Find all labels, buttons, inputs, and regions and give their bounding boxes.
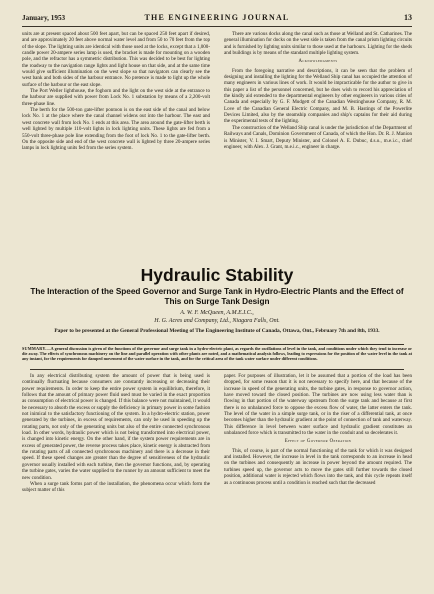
running-header <box>22 14 412 27</box>
article-summary <box>22 346 412 362</box>
header-journal-title: THE ENGINEERING JOURNAL <box>144 13 290 22</box>
paragraph: This, of course, is part of the normal functioning of the tank for which it was designed and installed. However, the increase in level in the tank corresponds to an increase in head on the turbines and consequently an increase in power beyond the amount required. The turbines speed up, the governor acts to move the gates still further towards the closed position, additional water is rejected which flows into the tank, and this cycle repeats itself as a continuous process until a condition is reached such that the decreased <box>224 447 412 486</box>
paragraph: From the foregoing narrative and descriptions, it can be seen that the problem of designing and installing the lighting for the Welland Ship canal has occupied the attention of many engineers in various lines of work. It would be impracticable for the author to give in this paper a list of the personnel concerned, but he does wish to record his appreciation of the kindly aid extended to the departmental engineers by other engineers in various cities of Canada and especially by G. F. Mudgett of the Canadian Westinghouse Company, R. M. Love of the Canadian General Electric Company, and M. B. Hastings of the Powerlite Devices Limited, also by the steamship companies and ship's captains for their aid during the experimental tests of the lighting. <box>224 67 412 125</box>
header-date: January, 1953 <box>22 14 66 22</box>
author-affiliation: H. G. Acres and Company, Ltd., Niagara Falls, Ont. <box>154 318 280 324</box>
top-right-column <box>224 31 412 150</box>
summary-label: SUMMARY. <box>22 346 47 351</box>
summary-bottom-rule <box>30 369 404 370</box>
paragraph: There are various docks along the canal such as those at Welland and St. Catharines. The general illumination for docks on the west side is taken from the canal prism lighting circuits and is furnished by lighting units similar to those used at the harbours. Lighting for the sheds and buildings is by means of the standard multiple lighting system. <box>224 31 412 57</box>
header-page-number: 13 <box>404 13 412 22</box>
paragraph: The construction of the Welland Ship canal is under the jurisdiction of the Department of Railways and Canals, Dominion Government of Canada, of which the Hon. Dr. R. J. Manion is Minister, V. I. Smart, Deputy Minister, and Colonel A. E. Dubuc, d.s.o., m.e.i.c., chief engineer, with Alex. J. Grant, m.e.i.c., engineer in charge. <box>224 124 412 150</box>
paragraph: units are at present spaced about 500 feet apart, but can be spaced 250 feet apart if desired, and are approximately 20 feet above normal water level and from 50 to 70 feet from the top of the slope. The lighting units are identical with those used at the locks, except that a 1,000-candle power 20-ampere series lamp is used, the bracket is made for mounting on a wooden pole, and the refractor has a symmetric distribution. This was decided to be best for lighting the roadway to the navigation range lights and light house on that side, and at the same time would give sufficient illumination on the west slope so that navigators can clearly see the west bank and both sides of the harbour entrance. No pretence is made to light up the whole surface of the harbour or the east slope. <box>22 31 210 88</box>
article-subtitle: The Interaction of the Speed Governor and Surge Tank in Hydro-Electric Plants and the Effect of This on Surge Tank Design <box>30 287 404 306</box>
article-title: Hydraulic Stability <box>140 265 294 285</box>
section-heading: Effect of Governor Operation <box>284 439 352 445</box>
paragraph: The Port Weller lighthouse, the foghorn and the light on the west side at the entrance to the harbour are supplied with power from Lock No. 1 substation by means of a 2,200-volt three-phase line. <box>22 88 210 107</box>
paragraph: When a surge tank forms part of the installation, the phenomena occur which form the subject matter of this <box>22 480 210 494</box>
paragraph: In any electrical distributing system the amount of power that is being used is continually fluctuating because consumers are constantly increasing or decreasing their power requirements. In order to keep the entire power system in equilibrium, therefore, it follows that the amount of primary power fluid used must be varied in the exact proportion as consumption of electrical power is changed. If this balance were not maintained, it would be necessary to absorb the excess or supply the deficiency in primary power in some fashion not inimical to the satisfactory functioning of the system. In a hydro-electric station, power generated by the turbines, in excess of requirements, can only be used in speeding up the rotating parts, not only of the generating units but also of the entire connected synchronous load. In other words, hydraulic power which is not being transformed into electrical power, is changed into kinetic energy. On the other hand, if the system power requirements are in excess of generated power, the reverse process takes place, kinetic energy is abstracted from the rotating parts of all connected synchronous machinery and there is a decrease in their speed. If these speed changes are greater than the degree of sensitiveness of the hydraulic governor usually installed with each turbine, then the governor functions, and, by operating the turbine gates, varies the water supplied to the runner by an amount sufficient to meet the new condition. <box>22 373 210 481</box>
section-heading: Acknowledgments <box>298 59 338 65</box>
summary-top-rule <box>30 344 404 345</box>
bottom-right-column <box>224 373 412 486</box>
paragraph: paper. For purposes of illustration, let it be assumed that a portion of the load has been dropped, for some reason that it is not necessary to specify here, and that because of the increase in speed of the generating units, the turbine gates, in response to governor action, have moved toward the closed position. The turbines are now using less water than is flowing in that portion of the waterway upstream from the surge tank and because at first there is no unbalanced force to oppose the excess flow of water, the latter enters the tank. The level of the water in a simple surge tank, or in the riser of a differential tank, at once becomes higher than the hydraulic gradient at the point of connection of tank and waterway. This difference in level between water surface and hydraulic gradient constitutes an unbalanced force which is transmitted to the water in the conduit and so decelerates it. <box>224 373 412 437</box>
top-left-column <box>22 31 210 152</box>
article-author: A. W. F. McQueen, A.M.E.I.C., <box>180 310 254 316</box>
summary-text: —A general discussion is given of the functions of the governor and surge tank in a hydro-electric plant, as regards the oscillations of level in the tank, and conditions under which they tend to increase or die away. The effects of synchronous machinery on the line and parallel operation with other plants are noted, and a mathematical analysis follows, leading to expressions for the position of the water level in the tank at any instant, for the requirements for damped movement of the water surface in the tank, and for the critical area of the tank water surface under different conditions. <box>22 346 412 362</box>
presentation-note: Paper to be presented at the General Professional Meeting of The Engineering Institute of Canada, Ottawa, Ont., February 7th and 8th, 1933. <box>54 328 380 334</box>
bottom-left-column <box>22 373 210 494</box>
paragraph: The berth for the 500-ton gate-lifter pontoon is on the east side of the canal and below lock No. 1 at the place where the canal channel widens out into the harbour. The east and west concrete wall from lock No. 1 ends at this area. The area around the gate-lifter berth is well lighted by multiple 110-volt lights in lock lighting units. These lights are fed from a 550-volt three-phase pole line extending from the foot of lock No. 1 to the gate-lifter berth. On the opposite side and end of the west concrete wall is lighted by three 20-ampere series lamps in lock lighting units fed from the series system. <box>22 107 210 152</box>
